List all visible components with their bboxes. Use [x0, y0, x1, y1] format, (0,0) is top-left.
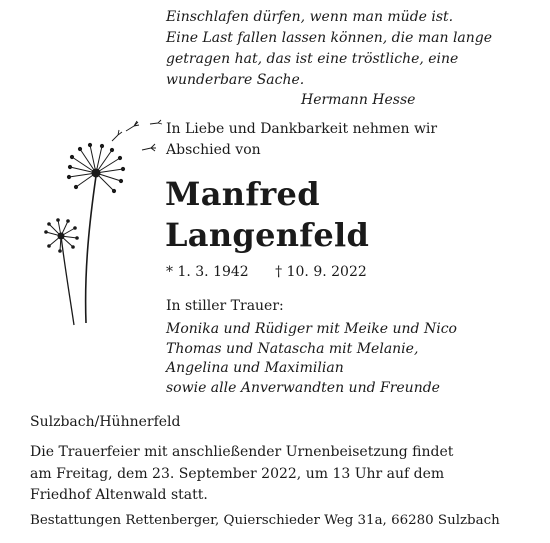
life-dates	[166, 262, 367, 282]
funeral-home: Bestattungen Rettenberger, Quierschieder Weg 31a, 66280 Sulzbach	[30, 513, 500, 528]
deceased-name	[165, 174, 369, 256]
last-name: Langenfeld	[165, 216, 370, 254]
poem-line: Eine Last fallen lassen können, die man lange	[166, 30, 493, 46]
mourner-line: Angelina und Maximilian	[166, 360, 344, 376]
poem-line: getragen hat, das ist eine tröstliche, eine	[166, 51, 459, 67]
poem-line: wunderbare Sache.	[166, 72, 305, 88]
mourner-line: Thomas und Natascha mit Melanie,	[166, 340, 419, 357]
intro-line: Abschied von	[166, 142, 261, 158]
dandelion-illustration	[30, 118, 175, 328]
poem-author: Hermann Hesse	[301, 92, 416, 108]
service-line: Friedhof Altenwald statt.	[30, 487, 208, 503]
service-info	[30, 442, 453, 507]
service-line: Die Trauerfeier mit anschließender Urnenbeisetzung findet	[30, 444, 454, 460]
first-name: Manfred	[165, 175, 320, 213]
death-date: † 10. 9. 2022	[275, 264, 367, 280]
birth-date: * 1. 3. 1942	[166, 264, 249, 280]
poem-line: Einschlafen dürfen, wenn man müde ist.	[166, 9, 454, 25]
mourner-line: Monika und Rüdiger mit Meike und Nico	[166, 321, 457, 337]
mourner-line: sowie alle Anverwandten und Freunde	[166, 379, 440, 396]
mourners-heading: In stiller Trauer:	[166, 298, 284, 314]
place: Sulzbach/Hühnerfeld	[30, 414, 181, 430]
farewell-intro	[166, 119, 437, 161]
poem	[166, 7, 492, 91]
mourners-list	[166, 320, 457, 398]
intro-line: In Liebe und Dankbarkeit nehmen wir	[166, 121, 438, 137]
service-line: am Freitag, dem 23. September 2022, um 13 Uhr auf dem	[30, 465, 445, 482]
